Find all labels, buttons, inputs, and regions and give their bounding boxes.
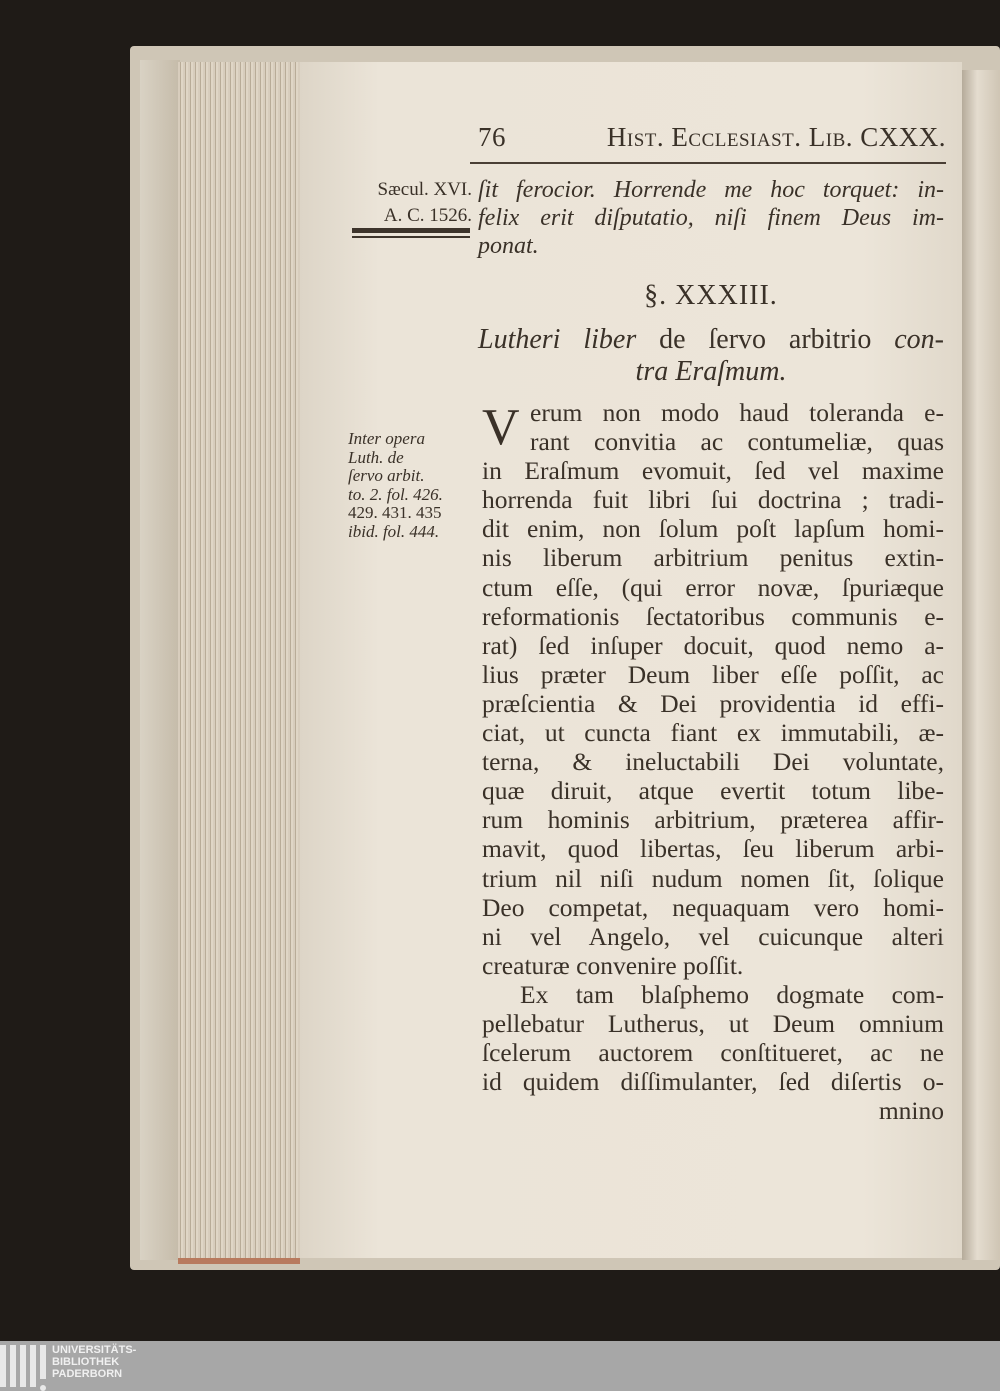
library-footer bbox=[0, 1341, 1000, 1391]
margin-note-line: 429. 431. 435 bbox=[348, 503, 442, 522]
body-line: quæ diruit, atque evertit totum libe- bbox=[482, 776, 944, 806]
body-line: erum non modo haud toleranda e- bbox=[530, 398, 944, 427]
library-logo-text bbox=[52, 1344, 136, 1380]
logo-dot-icon bbox=[40, 1385, 46, 1391]
body-line: ctum eſſe, (qui error novæ, ſpuriæque bbox=[482, 572, 944, 602]
body-line: Deo competat, nequaquam vero homi- bbox=[482, 892, 944, 922]
margin-divider bbox=[352, 228, 470, 238]
body-line: in Eraſmum evomuit, ſed vel maxime bbox=[482, 456, 944, 486]
body-line: mnino bbox=[878, 1096, 944, 1126]
running-title: Hist. Ecclesiast. Lib. CXXX. bbox=[606, 122, 946, 152]
body-line: terna, & ineluctabili Dei voluntate, bbox=[482, 747, 944, 777]
page-edges bbox=[178, 62, 300, 1264]
margin-note bbox=[348, 430, 476, 541]
body-line: mavit, quod libertas, ſeu liberum arbi- bbox=[482, 834, 944, 864]
body-line: reformationis ſectatoribus communis e- bbox=[482, 601, 944, 631]
logo-line: PADERBORN bbox=[52, 1368, 123, 1380]
section-heading: §. XXXIII. bbox=[644, 280, 778, 311]
subtitle-part: tra Eraſmum. bbox=[635, 356, 787, 387]
body-line: dit enim, non ſolum poſt lapſum homi- bbox=[482, 514, 944, 544]
subtitle-part: Lutheri liber bbox=[478, 324, 637, 355]
margin-year: A. C. 1526. bbox=[383, 205, 472, 226]
body-line: lius præter Deum liber eſſe poſſit, ac bbox=[482, 659, 944, 689]
body-line: ciat, ut cuncta fiant ex immutabili, æ- bbox=[482, 718, 944, 748]
body-line: pellebatur Lutherus, ut Deum omnium bbox=[482, 1008, 944, 1038]
body-line: creaturæ convenire poſſit. bbox=[482, 950, 744, 980]
body-line: ſcelerum auctorem conſtitueret, ac ne bbox=[482, 1038, 944, 1068]
intro-line: felix erit diſputatio, niſi finem Deus im- bbox=[478, 205, 944, 231]
body-line: rum hominis arbitrium, præterea affir- bbox=[482, 805, 944, 835]
margin-century: Sæcul. XVI. bbox=[377, 179, 472, 200]
margin-note-line: Luth. de bbox=[348, 447, 404, 467]
body-line: horrenda fuit libri ſui doctrina ; tradi- bbox=[482, 485, 944, 515]
facing-page-edge bbox=[962, 70, 1000, 1260]
library-logo-icon bbox=[0, 1345, 46, 1387]
body-line: rant convitia ac contumeliæ, quas bbox=[530, 427, 944, 457]
margin-note-line: ibid. fol. 444. bbox=[348, 521, 440, 541]
body-line: id quidem diſſimulanter, ſed diſertis o- bbox=[482, 1067, 944, 1097]
header-rule bbox=[470, 162, 946, 164]
cover-edge bbox=[140, 60, 180, 1260]
section-subtitle bbox=[478, 324, 944, 388]
subtitle-part: de ſervo arbitrio bbox=[636, 324, 895, 355]
page-number: 76 bbox=[478, 122, 506, 152]
body-line: præſcientia & Dei providentia id effi- bbox=[482, 688, 944, 718]
body-line: trium nil niſi nudum nomen ſit, ſolique bbox=[482, 863, 944, 893]
margin-note-line: Inter opera bbox=[348, 429, 425, 448]
margin-note-line: ſervo arbit. bbox=[348, 466, 425, 485]
body-line: ni vel Angelo, vel cuicunque alteri bbox=[482, 921, 944, 951]
intro-quote bbox=[478, 176, 944, 260]
body-line: nis liberum arbitrium penitus extin- bbox=[482, 543, 944, 573]
body-line: rat) ſed inſuper docuit, quod nemo a- bbox=[482, 630, 944, 660]
subtitle-part: con- bbox=[894, 324, 945, 355]
body-text bbox=[482, 398, 944, 1125]
logo-line: UNIVERSITÄTS- bbox=[52, 1344, 137, 1356]
running-header bbox=[478, 122, 946, 153]
intro-line: ponat. bbox=[478, 233, 539, 259]
margin-note-line: to. 2. fol. 426. bbox=[348, 484, 443, 504]
intro-line: ſit ferocior. Horrende me hoc torquet: in- bbox=[478, 177, 944, 203]
body-line: Ex tam blaſphemo dogmate com- bbox=[520, 979, 944, 1009]
logo-line: BIBLIOTHEK bbox=[52, 1356, 120, 1368]
drop-cap: V bbox=[482, 399, 520, 456]
